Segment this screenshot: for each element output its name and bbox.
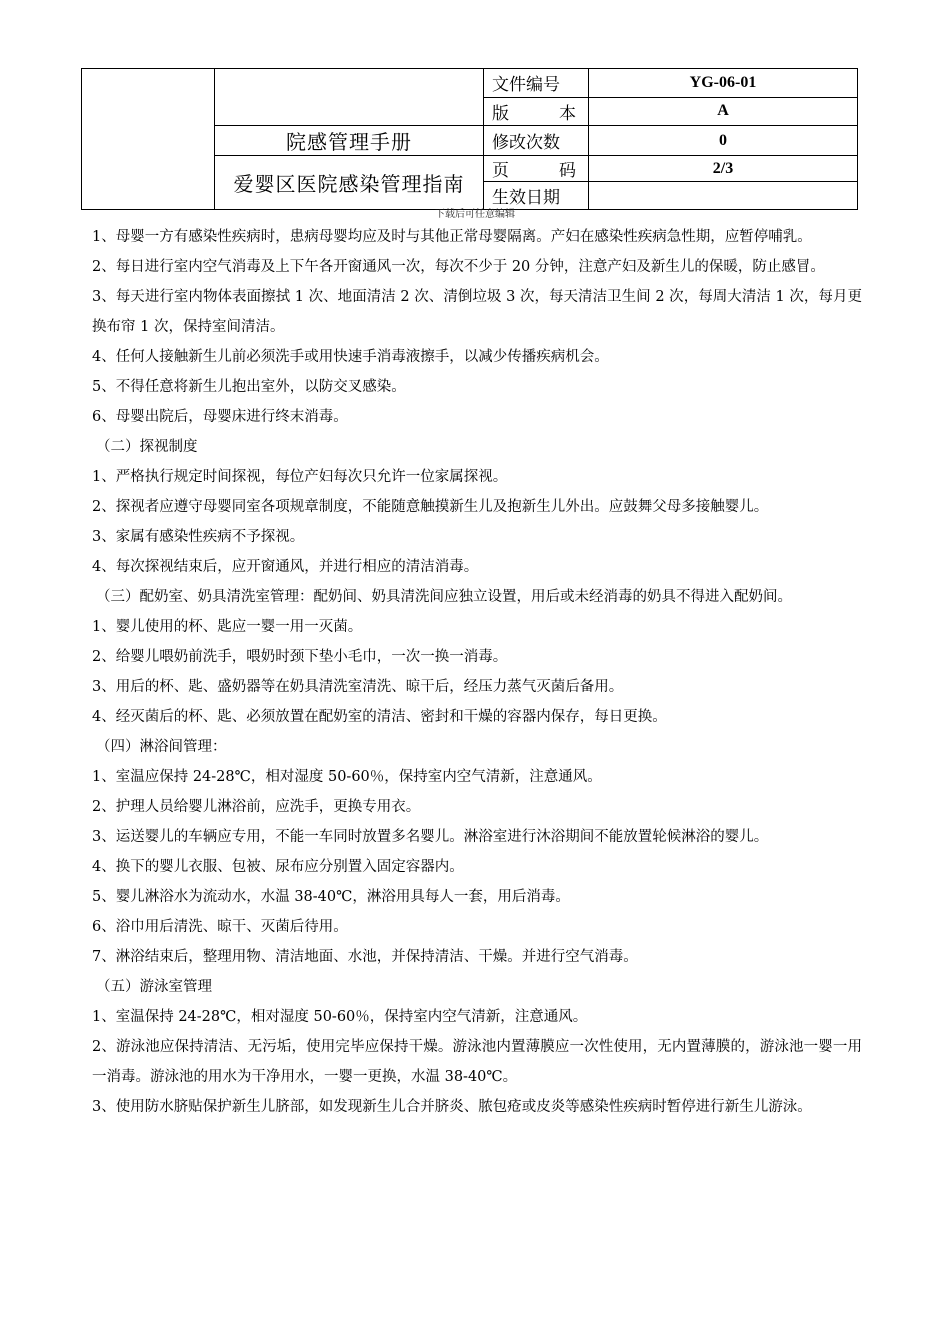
paragraph: 6、浴巾用后清洗、晾干、灭菌后待用。	[92, 919, 348, 935]
paragraph: 1、室温保持 24-28℃，相对湿度 50-60％，保持室内空气清新，注意通风。	[92, 1009, 588, 1025]
label-effective-date: 生效日期	[484, 182, 589, 210]
document-header-table	[81, 68, 858, 210]
paragraph: 2、探视者应遵守母婴同室各项规章制度，不能随意触摸新生儿及抱新生儿外出。应鼓舞父母多接触婴儿。	[92, 499, 769, 515]
value-revision-count: 0	[589, 126, 858, 156]
paragraph: 2、每日进行室内空气消毒及上下午各开窗通风一次，每次不少于 20 分钟，注意产妇及新生儿的保暖，防止感冒。	[92, 259, 825, 275]
paragraph: 5、不得任意将新生儿抱出室外，以防交叉感染。	[92, 379, 406, 395]
paragraph: 3、家属有感染性疾病不予探视。	[92, 529, 305, 545]
paragraph: 1、婴儿使用的杯、匙应一婴一用一灭菌。	[92, 619, 363, 635]
manual-title: 院感管理手册	[215, 126, 484, 156]
section-heading: （四）淋浴间管理：	[96, 739, 227, 755]
label-revision-count: 修改次数	[484, 126, 589, 156]
section-heading: （五）游泳室管理	[96, 979, 212, 995]
label-page-number: 页码	[484, 156, 589, 182]
paragraph: 3、每天进行室内物体表面擦拭 1 次、地面清洁 2 次、清倒垃圾 3 次，每天清洁卫生间 2 次，每周大清洁 1 次，每月更换布帘 1 次，保持室间清洁。	[92, 289, 862, 335]
blank-title-cell	[215, 69, 484, 126]
paragraph: 3、运送婴儿的车辆应专用，不能一车同时放置多名婴儿。淋浴室进行沐浴期间不能放置轮候淋浴的婴儿。	[92, 829, 769, 845]
paragraph: 1、严格执行规定时间探视，每位产妇每次只允许一位家属探视。	[92, 469, 508, 485]
value-version: A	[589, 97, 858, 126]
paragraph: 6、母婴出院后，母婴床进行终末消毒。	[92, 409, 348, 425]
paragraph: 7、淋浴结束后，整理用物、清洁地面、水池，并保持清洁、干燥。并进行空气消毒。	[92, 949, 638, 965]
paragraph: 4、换下的婴儿衣服、包被、尿布应分别置入固定容器内。	[92, 859, 464, 875]
paragraph: 4、每次探视结束后，应开窗通风，并进行相应的清洁消毒。	[92, 559, 479, 575]
paragraph: 4、任何人接触新生儿前必须洗手或用快速手消毒液擦手，以减少传播疾病机会。	[92, 349, 609, 365]
paragraph: 5、婴儿淋浴水为流动水，水温 38-40℃，淋浴用具每人一套，用后消毒。	[92, 889, 570, 905]
section-heading: （二）探视制度	[96, 439, 198, 455]
paragraph: 3、用后的杯、匙、盛奶器等在奶具清洗室清洗、晾干后，经压力蒸气灭菌后备用。	[92, 679, 624, 695]
value-file-number: YG-06-01	[589, 69, 858, 98]
paragraph: 4、经灭菌后的杯、匙、必须放置在配奶室的清洁、密封和干燥的容器内保存，每日更换。	[92, 709, 667, 725]
paragraph: 2、给婴儿喂奶前洗手，喂奶时颈下垫小毛巾，一次一换一消毒。	[92, 649, 508, 665]
paragraph: 2、游泳池应保持清洁、无污垢，使用完毕应保持干燥。游泳池内置薄膜应一次性使用，无内置薄膜的，游泳池一婴一用一消毒。游泳池的用水为干净用水，一婴一更换，水温 38-40℃。	[92, 1039, 862, 1085]
paragraph: 3、使用防水脐贴保护新生儿脐部，如发现新生儿合并脐炎、脓包疮或皮炎等感染性疾病时暂停进行新生儿游泳。	[92, 1099, 812, 1115]
paragraph: 1、室温应保持 24-28℃，相对湿度 50-60％，保持室内空气清新，注意通风。	[92, 769, 602, 785]
document-body	[92, 222, 862, 1122]
guide-title: 爱婴区医院感染管理指南	[215, 156, 484, 210]
paragraph: 1、母婴一方有感染性疾病时，患病母婴均应及时与其他正常母婴隔离。产妇在感染性疾病急性期，应暂停哺乳。	[92, 229, 812, 245]
section-heading: （三）配奶室、奶具清洗室管理：配奶间、奶具清洗间应独立设置，用后或未经消毒的奶具不得进入配奶间。	[96, 589, 792, 605]
download-note: 下载后可任意编辑	[435, 209, 515, 220]
logo-cell	[82, 69, 215, 210]
paragraph: 2、护理人员给婴儿淋浴前，应洗手，更换专用衣。	[92, 799, 421, 815]
value-page-number: 2/3	[589, 156, 858, 182]
label-file-number: 文件编号	[484, 69, 589, 98]
label-version: 版本	[484, 97, 589, 126]
